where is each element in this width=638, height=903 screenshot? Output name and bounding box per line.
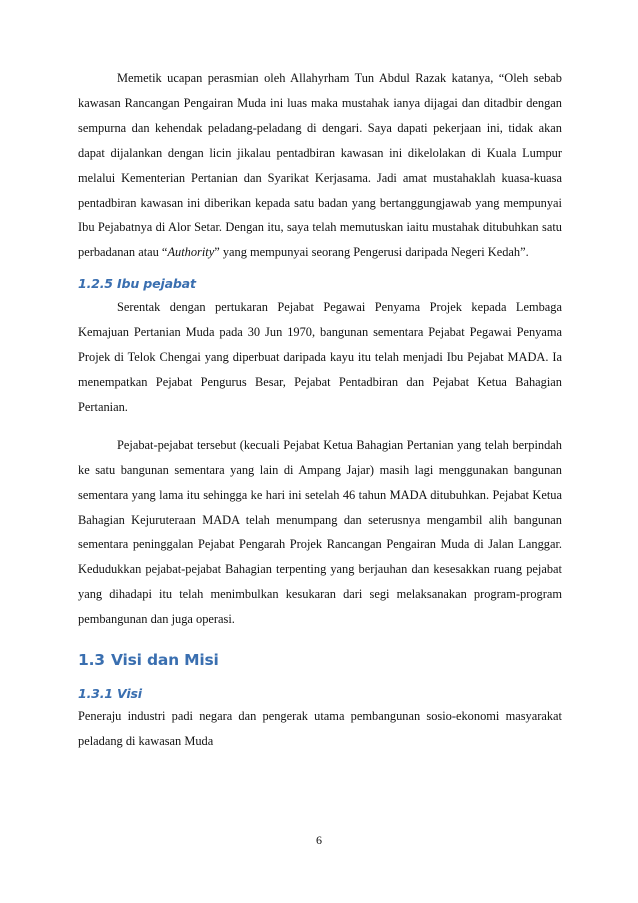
paragraph-text: Memetik ucapan perasmian oleh Allahyrham Tun Abdul Razak katanya, “Oleh sebab kawasan Rancangan Pengairan Muda ini luas maka mustahak ianya dijagai dan ditadbir dengan sempurna dan kehendak peladang-peladang di dengari. Saya dapati pekerjaan ini, tidak akan dapat dijalankan dengan licin jikalau pentadbiran kawasan ini dikelolakan di Kuala Lumpur melalui Kementerian Pertanian dan Syarikat Kerjasama. Jadi amat mustahaklah kuasa-kuasa pentadbiran kawasan ini diberikan kepada satu badan yang bertanggungjawab yang mempunyai Ibu Pejabatnya di Alor Setar. Dengan itu, saya telah memutuskan iaitu mustahak ditubuhkan satu perbadanan atau “ [78, 71, 562, 260]
paragraph-ibu-pejabat-2: Pejabat-pejabat tersebut (kecuali Pejabat Ketua Bahagian Pertanian yang telah berpindah ke satu bangunan sementara yang lain di Ampang Jajar) masih lagi menggunakan bangunan sementara yang lama itu sehingga ke hari ini setelah 46 tahun MADA ditubuhkan. Pejabat Ketua Bahagian Kejuruteraan MADA telah menumpang dan seterusnya mengambil alih bangunan sementara peninggalan Pejabat Pengarah Projek Rancangan Pengairan Muda di Jalan Langgar. Kedudukkan pejabat-pejabat Bahagian terpenting yang berjauhan dan kesesakkan ruang pejabat yang dihadapi itu telah menimbulkan kesukaran dari segi melaksanakan program-program pembangunan dan juga operasi. [78, 437, 562, 627]
section-heading-visi: 1.3.1 Visi [78, 686, 142, 702]
page-number: 6 [316, 833, 322, 847]
italic-term-authority: Authority [167, 245, 215, 260]
paragraph-visi: Peneraju industri padi negara dan pengerak utama pembangunan sosio-ekonomi masyarakat peladang di kawasan Muda [78, 709, 562, 748]
page-body [78, 66, 562, 754]
section-heading-ibu-pejabat: 1.2.5 Ibu pejabat [78, 276, 196, 292]
section-heading-visi-dan-misi [78, 646, 562, 674]
paragraph-text: ” yang mempunyai seorang Pengerusi daripada Negeri Kedah”. [214, 245, 529, 260]
paragraph-quote-tun-abdul-razak [78, 66, 562, 265]
section-title: Visi dan Misi [111, 651, 219, 670]
paragraph-ibu-pejabat-1: Serentak dengan pertukaran Pejabat Pegawai Penyama Projek kepada Lembaga Kemajuan Pertanian Muda pada 30 Jun 1970, bangunan sementara Pejabat Pegawai Penyama Projek di Telok Chengai yang diperbuat daripada kayu itu telah menjadi Ibu Pejabat MADA. Ia menempatkan Pejabat Pengurus Besar, Pejabat Pentadbiran dan Pejabat Ketua Bahagian Pertanian. [78, 300, 562, 414]
section-number: 1.3 [78, 651, 105, 670]
